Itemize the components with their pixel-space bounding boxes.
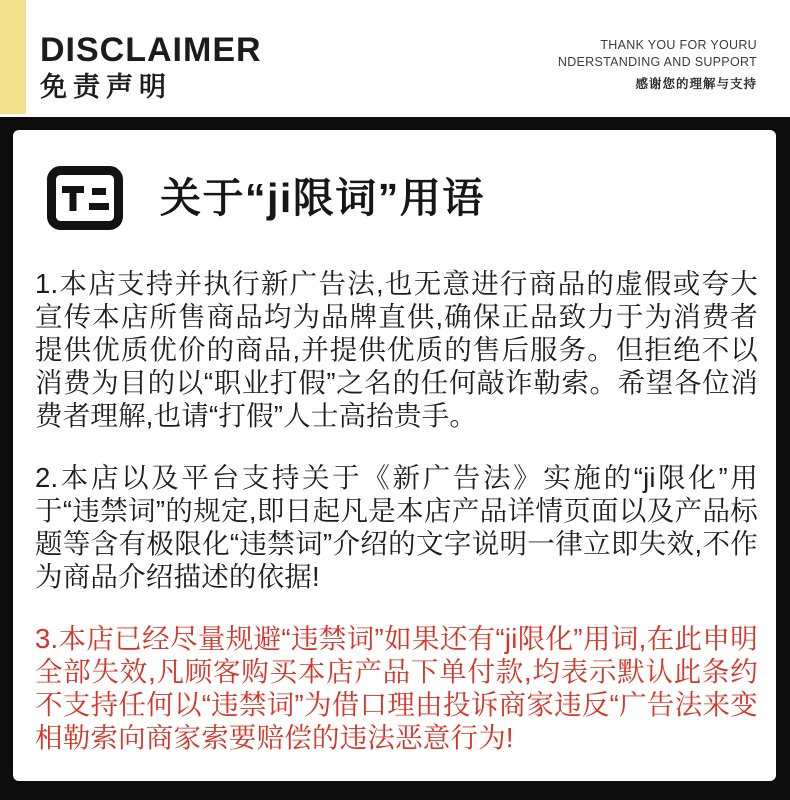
disclaimer-paragraph-1: 1.本店支持并执行新广告法,也无意进行商品的虚假或夸大宣传本店所售商品均为品牌直供,确保正品致力于为消费者提供优质优价的商品,并提供优质的售后服务。但拒绝不以消费为目的以“职业打假”之名的任何敲诈勒索。希望各位消费者理解,也请“打假”人士高抬贵手。 [35, 268, 758, 431]
panel-heading: 关于“ji限词”用语 [160, 174, 485, 221]
yellow-accent-bar [0, 0, 26, 114]
disclaimer-paragraph-2: 2.本店以及平台支持关于《新广告法》实施的“ji限化”用于“违禁词”的规定,即日起凡是本店产品详情页面以及产品标题等含有极限化“违禁词”介绍的文字说明一律立即失效,不作为商品介绍描述的依据! [35, 462, 758, 592]
black-frame [0, 117, 790, 800]
panel-heading-row [47, 166, 758, 230]
page-title-block [40, 33, 262, 101]
thanks-note [558, 37, 757, 92]
page-title-english: DISCLAIMER [40, 31, 262, 69]
t-lines-logo-icon [47, 166, 123, 230]
page-title-chinese: 免责声明 [40, 72, 172, 102]
disclaimer-paragraph-3-warning: 3.本店已经尽量规避“违禁词”如果还有“ji限化”用词,在此申明全部失效,凡顾客购买本店产品下单付款,均表示默认此条约不支持任何以“违禁词”为借口理由投诉商家违反“广告法来变相勒索向商家索要赔偿的违法恶意行为! [35, 623, 758, 753]
thanks-note-chinese: 感谢您的理解与支持 [635, 77, 757, 91]
disclaimer-panel [13, 130, 776, 781]
thanks-note-line2: NDERSTANDING AND SUPPORT [557, 55, 757, 69]
thanks-note-line1: THANK YOU FOR YOURU [600, 38, 757, 52]
